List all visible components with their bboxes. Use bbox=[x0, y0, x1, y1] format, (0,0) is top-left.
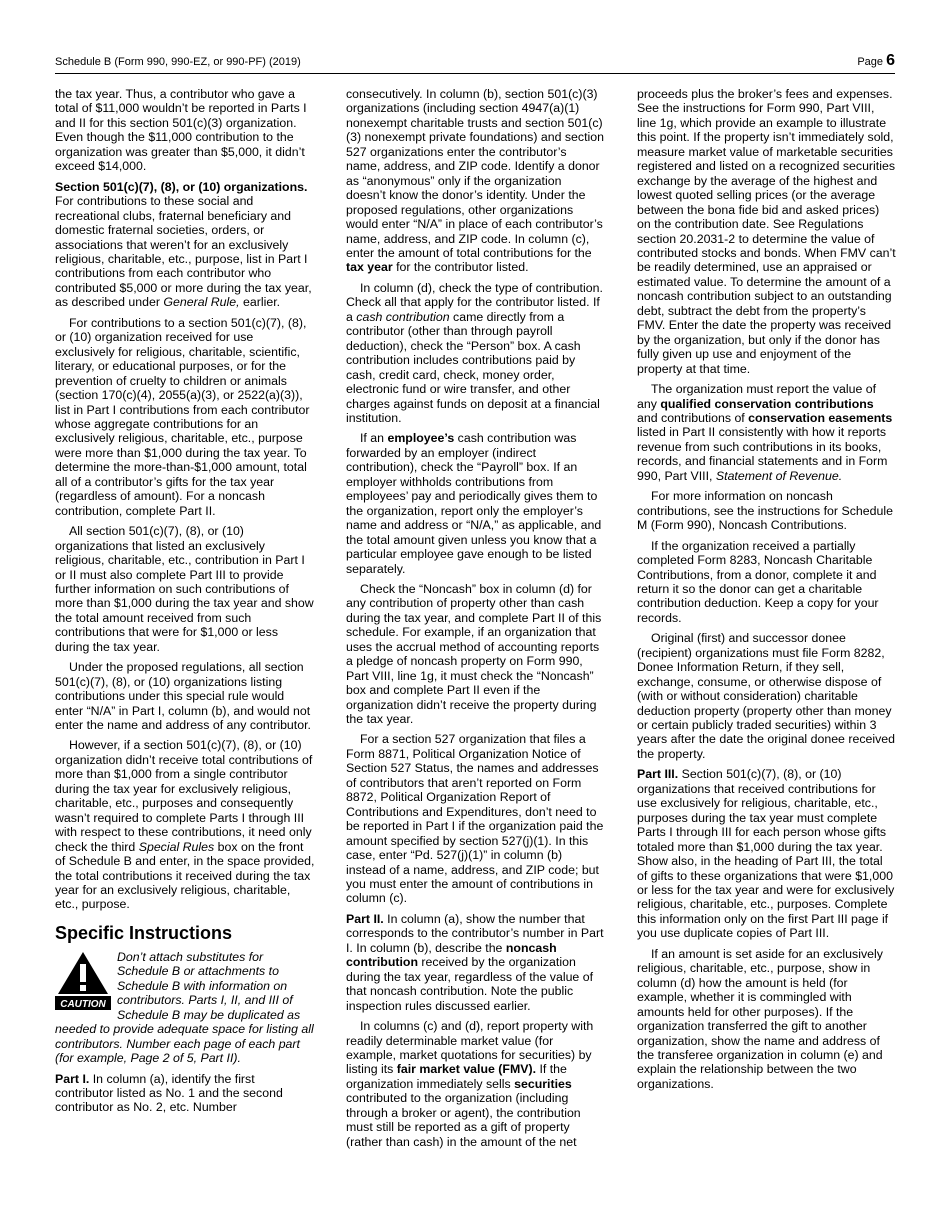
paragraph: For more information on noncash contributions, see the instructions for Schedule M (Form 990), Noncash Contributions. bbox=[637, 489, 893, 533]
paragraph: Section 501(c)(7), (8), or (10) organizations. For contributions to these social and recreational clubs, fraternal beneficiary and domestic fraternal societies, orders, or associations that weren’t for an exclusively religious, charitable, etc., purpose, list in Part I contributions from each contributor who contributed $5,000 or more during the tax year, as described under General Rule, earlier. bbox=[55, 179, 312, 310]
column-3 bbox=[637, 87, 896, 1097]
page-header bbox=[55, 52, 895, 74]
paragraph: consecutively. In column (b), section 501(c)(3) organizations (including section 4947(a)(1) nonexempt charitable trusts and section 501(c)(3) nonexempt private foundations) and section 527 organizations enter the contributor’s name, address, and ZIP code. Identify a donor as “anonymous” only if the organization doesn’t know the donor’s identity. Under the proposed regulations, other organizations would enter “N/A” in place of each contributor’s name, address, and ZIP code. In column (c), enter the amount of total contributions for the tax year for the contributor listed. bbox=[346, 87, 605, 275]
paragraph: Original (first) and successor donee (recipient) organizations must file Form 8282, Donee Information Return, if they sell, exchange, consume, or otherwise dispose of (with or without consideration) charitable deduction property (property other than money or certain publicly traded securities) within 3 years after the date the original donee received the property. bbox=[637, 631, 896, 761]
paragraph: Part II. In column (a), show the number that corresponds to the contributor’s number in Part I. In column (b), describe the noncash contribution received by the organization during the tax year, regardless of the value of that noncash contribution. Note the public inspection rules discussed earlier. bbox=[346, 911, 604, 1013]
paragraph: Under the proposed regulations, all section 501(c)(7), (8), or (10) organizations listing contributions under this special rule would enter “N/A” in Part I, column (b), and would not enter the name and address of any contributor. bbox=[55, 660, 311, 733]
paragraph: However, if a section 501(c)(7), (8), or (10) organization didn’t receive total contributions of more than $1,000 from a single contributor during the tax year for exclusively religious, charitable, etc., purposes and consequently wasn’t required to complete Parts I through III with respect to these contributions, it need only check the third Special Rules box on the front of Schedule B and enter, in the space provided, the total contributions it received during the tax year for an exclusively religious, charitable, etc., purpose. bbox=[55, 738, 315, 912]
paragraph-heading: Part III. bbox=[637, 767, 679, 782]
page-indicator bbox=[857, 52, 895, 70]
column-2 bbox=[346, 87, 604, 1155]
paragraph-heading: Part II. bbox=[346, 911, 384, 926]
caution-icon bbox=[55, 950, 111, 1010]
paragraph: Part I. In column (a), identify the first contributor listed as No. 1 and the second contributor as No. 2, etc. Number bbox=[55, 1071, 283, 1115]
paragraph: the tax year. Thus, a contributor who gave a total of $11,000 wouldn’t be reported in Parts I and II for this section 501(c)(3) organization. Even though the $11,000 contribution to the organization was greater than $5,000, it didn’t exceed $14,000. bbox=[55, 87, 307, 174]
form-title: Schedule B (Form 990, 990-EZ, or 990-PF) (2019) bbox=[55, 56, 301, 68]
paragraph: If an amount is set aside for an exclusively religious, charitable, etc., purpose, show in column (d) how the amount is held (for example, whether it is commingled with amounts held for other purposes). If the organization transferred the gift to another organization, show the name and address of the transferee organization in column (e) and explain the relationship between the two organizations. bbox=[637, 946, 883, 1091]
paragraph: The organization must report the value of any qualified conservation contributions and contributions of conservation easements listed in Part II consistently with how it reports revenue from such contributions in its books, records, and financial statements and in Form 990, Part VIII, Statement of Revenue. bbox=[637, 382, 893, 483]
caution-box bbox=[55, 950, 315, 1066]
paragraph: All section 501(c)(7), (8), or (10) organizations that listed an exclusively religious, charitable, etc., contribution in Part I or II must also complete Part III to provide further information on such contributions of more than $1,000 during the tax year and show the total amount received from such contributions that were for $1,000 or less during the tax year. bbox=[55, 524, 314, 654]
caution-label: CAUTION bbox=[60, 998, 106, 1010]
paragraph: For a section 527 organization that files a Form 8871, Political Organization Notice of Section 527 Status, the names and addresses of contributors that aren’t reported on Form 8872, Political Organization Report of Contributions and Expenditures, don’t need to be reported in Part I if the organization paid the amount specified by section 527(j)(1). In this case, enter “Pd. 527(j)(1)” in column (b) instead of a name, address, and ZIP code; but you must enter the amount of contributions in column (c). bbox=[346, 732, 604, 906]
paragraph: If the organization received a partially completed Form 8283, Noncash Charitable Contributions, from a donor, complete it and return it so the donor can get a charitable contribution deduction. Keep a copy for your records. bbox=[637, 538, 879, 625]
page-label: Page bbox=[857, 56, 884, 68]
column-1 bbox=[55, 87, 315, 1121]
paragraph: For contributions to a section 501(c)(7), (8), or (10) organization received for use exclusively for religious, charitable, scientific, literary, or educational purposes, or for the prevention of cruelty to children or animals (section 170(c)(4), 2055(a)(3), or 2522(a)(3)), list in Part I contributions from each contributor whose aggregate contributions for an exclusively religious, charitable, etc., purpose were more than $1,000 during the tax year. To determine the more-than-$1,000 amount, total all of a contributor’s gifts for the tax year (regardless of amount). For a noncash contribution, complete Part II. bbox=[55, 315, 310, 518]
paragraph: Part III. Section 501(c)(7), (8), or (10) organizations that received contributions for use exclusively for religious, charitable, etc., purposes during the tax year must complete Parts I through III for each person whose gifts totaled more than $1,000 during the tax year. Show also, in the heading of Part III, the total of gifts to these organizations that were $1,000 or less for the tax year and were for exclusively religious, charitable, etc., purposes. Complete this information only on the first Part III page if you use duplicate copies of Part III. bbox=[637, 767, 895, 941]
section-heading: Specific Instructions bbox=[55, 922, 233, 943]
paragraph-heading: Section 501(c)(7), (8), or (10) organizations. bbox=[55, 179, 308, 194]
paragraph: In column (d), check the type of contribution. Check all that apply for the contributor listed. If a cash contribution came directly from a contributor (other than through payroll deduction), check the “Person” box. A cash contribution includes contributions paid by cash, credit card, check, money order, electronic fund or wire transfer, and other charges against funds on deposit at a financial institution. bbox=[346, 280, 603, 425]
paragraph-heading: Part I. bbox=[55, 1071, 90, 1086]
paragraph: Check the “Noncash” box in column (d) for any contribution of property other than cash during the tax year, and complete Part II of this schedule. For example, if an organization that uses the accrual method of accounting reports a pledge of noncash property on Form 990, Part VIII, line 1g, it must check the “Noncash” box and complete Part II even if the organization didn’t receive the property during the tax year. bbox=[346, 581, 602, 727]
paragraph: proceeds plus the broker’s fees and expenses. See the instructions for Form 990, Part VIII, line 1g, which provide an example to illustrate this point. If the property isn’t immediately sold, measure market value of marketable securities registered and listed on a recognized securities exchange by the average of the highest and lowest quoted selling prices (or the average between the bona fide bid and asked prices) on the contribution date. See Regulations section 20.2031-2 to determine the value of contributed stocks and bonds. When FMV can’t be readily determined, use an appraised or estimated value. To determine the amount of a noncash contribution subject to an outstanding debt, subtract the debt from the property’s FMV. Enter the date the property was received by the organization, but only if the donor has fully given up use and enjoyment of the property at that time. bbox=[637, 87, 896, 376]
paragraph: In columns (c) and (d), report property with readily determinable market value (for example, market quotations for securities) by listing its fair market value (FMV). If the organization immediately sells securities contributed to the organization (including through a broker or agent), the contribution must still be reported as a gift of property (rather than cash) in the amount of the net bbox=[346, 1019, 594, 1149]
page-number: 6 bbox=[886, 52, 895, 69]
paragraph: If an employee’s cash contribution was forwarded by an employer (indirect contribution), check the “Payroll” box. If an employer withholds contributions from employees’ pay and periodically gives them to the organization, report only the employer’s name and address or “N/A,” as applicable, and the total amount given unless you know that a particular employee gave enough to be listed separately. bbox=[346, 431, 602, 576]
caution-text: Don’t attach substitutes for Schedule B or attachments to Schedule B with information on contributors. Parts I, II, and III of Schedule B may be duplicated as needed to provide adequate space for listing all contributors. Number each page of each part (for example, Page 2 of 5, Part II). bbox=[55, 949, 314, 1066]
